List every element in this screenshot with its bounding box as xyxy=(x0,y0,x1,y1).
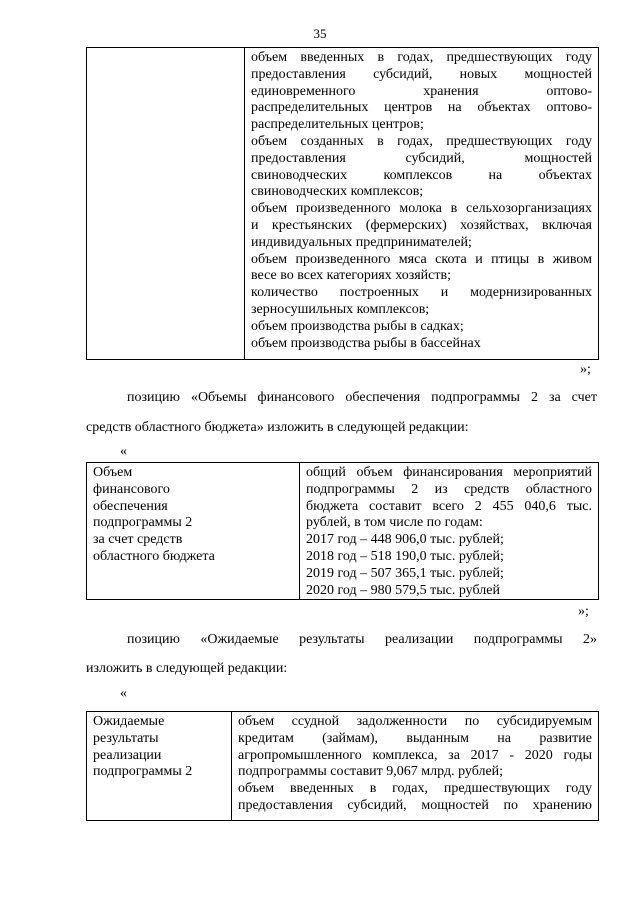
paragraph-line: изложить в следующей редакции: xyxy=(86,661,288,676)
paragraph-line: средств областного бюджета» изложить в следующей редакции: xyxy=(86,420,469,435)
table-line: и крестьянских (фермерских) хозяйствах, включая xyxy=(251,217,592,233)
table-line: единовременного хранения оптово- xyxy=(251,83,592,99)
table-line: количество построенных и модернизированных xyxy=(251,285,592,301)
table-line: 2017 год – 448 906,0 тыс. рублей; xyxy=(306,532,504,548)
table-line: реализации xyxy=(93,747,162,763)
table-line: объем производства рыбы в садках; xyxy=(251,318,464,334)
table-line: подпрограммы 2 xyxy=(93,515,193,531)
table-line: свиноводческих комплексов; xyxy=(251,184,424,200)
table-line: индивидуальных предпринимателей; xyxy=(251,234,472,250)
table-line: распределительных центров на объектах оптово- xyxy=(251,100,592,116)
table-line: подпрограммы 2 из средств областного xyxy=(306,481,592,497)
table-line: 2019 год – 507 365,1 тыс. рублей; xyxy=(306,565,504,581)
opening-quote: « xyxy=(120,686,127,701)
table-line: свиноводческих комплексов на объектах xyxy=(251,167,592,183)
table-line: рублей, в том числе по годам: xyxy=(306,515,483,531)
table-line: Объем xyxy=(93,465,133,480)
table-results-label-cell xyxy=(87,712,232,821)
table-line: общий объем финансирования мероприятий xyxy=(306,465,592,480)
table-line: 2020 год – 980 579,5 тыс. рублей xyxy=(306,582,500,598)
table-line: областного бюджета xyxy=(93,548,215,564)
page-number: 35 xyxy=(313,26,327,41)
table-line: предоставления субсидий, мощностей xyxy=(251,150,592,166)
table-line: подпрограммы составит 9,067 млрд. рублей; xyxy=(238,764,504,780)
opening-quote: « xyxy=(120,444,127,459)
table-line: Ожидаемые xyxy=(93,714,165,729)
table-line: распределительных центров; xyxy=(251,117,424,133)
table-1-right-cell xyxy=(245,48,599,360)
closing-quote: »; xyxy=(580,362,591,377)
table-line: подпрограммы 2 xyxy=(93,764,193,780)
table-1-left-cell xyxy=(87,48,245,360)
table-line: объем ссудной задолженности по субсидируемым xyxy=(238,714,592,729)
table-line: объем произведенного мяса скота и птицы в живом xyxy=(251,251,592,267)
table-line: результаты xyxy=(93,730,159,746)
table-results xyxy=(86,711,599,821)
table-1-continuation xyxy=(86,47,599,360)
table-line: объем созданных в годах, предшествующих году xyxy=(251,133,592,149)
table-line: объем введенных в годах, предшествующих году xyxy=(238,781,592,797)
table-financing xyxy=(86,462,599,600)
table-line: финансового xyxy=(93,481,170,497)
table-line: весе во всех категориях хозяйств; xyxy=(251,268,452,284)
paragraph-line: позицию «Ожидаемые результаты реализации подпрограммы 2» xyxy=(127,632,597,647)
paragraph-line: позицию «Объемы финансового обеспечения подпрограммы 2 за счет xyxy=(127,390,597,405)
table-line: объем произведенного молока в сельхозорганизациях xyxy=(251,201,592,217)
table-line: объем введенных в годах, предшествующих году xyxy=(251,50,592,65)
table-line: агропромышленного комплекса, за 2017 - 2020 годы xyxy=(238,747,592,763)
closing-quote: »; xyxy=(578,604,589,619)
table-line: бюджета составит всего 2 455 040,6 тыс. xyxy=(306,498,592,514)
table-line: предоставления субсидий, мощностей по хранению xyxy=(238,797,592,813)
table-line: 2018 год – 518 190,0 тыс. рублей; xyxy=(306,548,504,564)
table-financing-value-cell xyxy=(300,463,599,600)
table-line: объем производства рыбы в бассейнах xyxy=(251,335,481,351)
table-line: предоставления субсидий, новых мощностей xyxy=(251,66,592,82)
table-results-value-cell xyxy=(232,712,599,821)
table-line: кредитам (займам), выданным на развитие xyxy=(238,730,592,746)
table-line: зерносушильных комплексов; xyxy=(251,301,430,317)
table-line: за счет средств xyxy=(93,532,183,548)
table-line: обеспечения xyxy=(93,498,168,514)
table-financing-label-cell xyxy=(87,463,300,600)
